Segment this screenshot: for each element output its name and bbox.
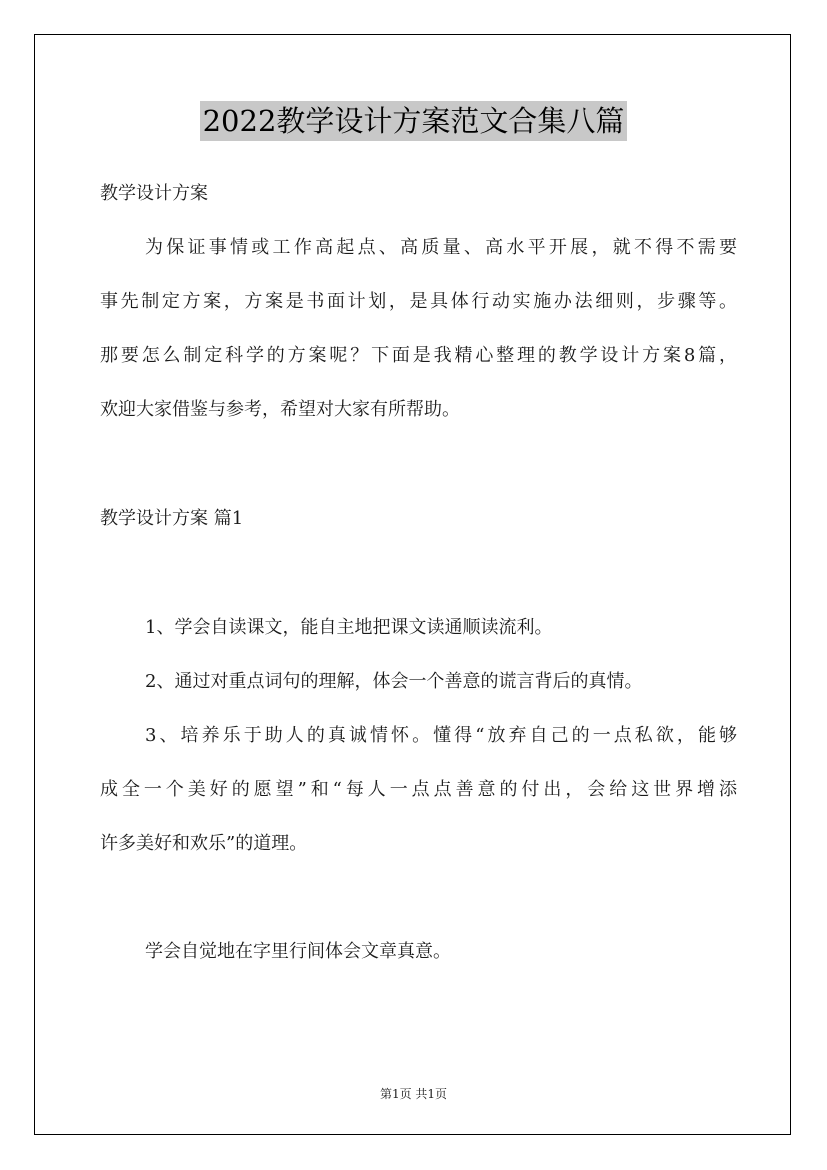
title-container [0,101,827,141]
closing-line: 学会自觉地在字里行间体会文章真意。 [145,941,451,962]
intro-line-2: 事先制定方案，方案是书面计划，是具体行动实施办法细则，步骤等。 [100,291,737,312]
goal-3-line-3: 许多美好和欢乐”的道理。 [100,833,308,854]
page-footer: 第1页 共1页 [379,1087,448,1101]
heading: 教学设计方案 [100,183,208,204]
section-heading: 教学设计方案 篇1 [100,508,244,529]
document-title: 2022教学设计方案范文合集八篇 [200,101,628,141]
goal-3-line-1: 3、培养乐于助人的真诚情怀。懂得“放弃自己的一点私欲，能够 [145,725,737,746]
goal-1: 1、学会自读课文，能自主地把课文读通顺读流利。 [145,617,553,638]
intro-line-3: 那要怎么制定科学的方案呢？下面是我精心整理的教学设计方案8篇， [100,345,737,366]
intro-line-4: 欢迎大家借鉴与参考，希望对大家有所帮助。 [100,399,460,420]
goal-3-line-2: 成全一个美好的愿望”和“每人一点点善意的付出，会给这世界增添 [100,779,737,800]
intro-line-1: 为保证事情或工作高起点、高质量、高水平开展，就不得不需要 [145,237,737,258]
goal-2: 2、通过对重点词句的理解，体会一个善意的谎言背后的真情。 [145,671,643,692]
